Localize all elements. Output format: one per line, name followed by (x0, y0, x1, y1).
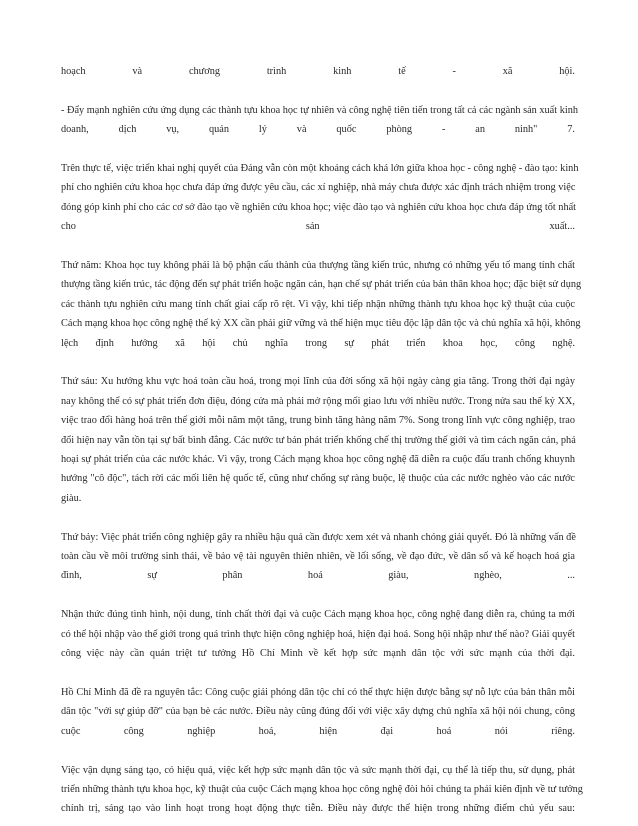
paragraph (61, 101, 578, 140)
paragraph (61, 761, 583, 819)
text-line: nay không thể có sự phát triển đơn điệu, đóng cửa mà phải mở rộng mối giao lưu với nhiều nước. Trong nửa sau thế kỷ XX, (61, 395, 575, 407)
text-line: toàn cầu về môi trường sinh thái, về bảo vệ tài nguyên thiên nhiên, về lối sống, về đạo đức, về dân số và kế hoạch hoá gia (61, 551, 575, 563)
text-line: Nhận thức đúng tình hình, nội dung, tính chất thời đại và cuộc Cách mạng khoa học, công nghệ đang diễn ra, chúng ta mới (61, 609, 575, 621)
text-line: hoạch và chương trình kinh tế - xã hội. (61, 66, 575, 77)
text-line: Thứ bảy: Việc phát triển công nghiệp gây ra nhiều hậu quả cần được xem xét và nhanh chóng giải quyết. Đó là những vấn đề (61, 531, 576, 543)
text-line: Trên thực tế, việc triển khai nghị quyết của Đảng vẫn còn một khoảng cách khá lớn giữa khoa học - công nghệ - đào tạo: kinh (61, 163, 579, 174)
text-line: có thể hội nhập vào thế giới trong quá trình thực hiện công nghiệp hoá, hiện đại hoá. Song hội nhập như thế nào? Giải quyết (61, 628, 575, 640)
text-line: cho sản xuất... (61, 221, 575, 233)
text-line: các thành tựu nghiên cứu mang tính chất giai cấp rõ rệt. Vì vậy, khi tiếp nhận những thành tựu khoa học kỹ thuật của cuộc (61, 298, 575, 310)
text-line: thượng tầng kiến trúc, tác động đến sự phát triển hoặc ngăn cản, hạn chế sự phát triển của bản thân khoa học; đặc biệt sử dụng (61, 279, 582, 291)
text-line: đóng góp kinh phí cho các cơ sở đào tạo về nghiên cứu khoa học; việc đào tạo và nghiên cứu khoa học chưa đáp ứng tốt nhất (61, 201, 577, 213)
paragraph (61, 372, 575, 508)
text-line: Thứ sáu: Xu hướng khu vực hoá toàn cầu hoá, trong mọi lĩnh của đời sống xã hội ngày càng gia tăng. Trong thời đại ngày (61, 376, 575, 388)
paragraph (61, 159, 579, 237)
text-line: - Đẩy mạnh nghiên cứu ứng dụng các thành tựu khoa học tự nhiên và công nghệ tiên tiến trong tất cả các ngành sản xuất kinh (61, 104, 578, 116)
text-line: dân tộc "với sự giúp đỡ" của bạn bè các nước. Điều này cũng đúng đối với việc xây dựng chủ nghĩa xã hội nói chung, công (61, 706, 575, 718)
text-line: hướng "cô độc", tách rời các mối liên hệ quốc tế, cũng như chống sự ràng buộc, lệ thuộc của các nước nghèo vào các nước (61, 473, 575, 485)
text-line: phí cho nghiên cứu khoa học chưa đáp ứng được yêu cầu, các xí nghiệp, nhà máy chưa được xác định trách nhiệm trong việc (61, 182, 576, 194)
text-line: việc trao đổi hàng hoá trên thế giới mỗi năm một tăng, trung bình tăng hàng năm 7%. Song trong lĩnh vực công nghiệp, trao (61, 415, 575, 427)
text-line: Cách mạng khoa học công nghệ thế kỷ XX cần phải giữ vững và thể hiện mục tiêu độc lập dân tộc và chủ nghĩa xã hội, không (61, 318, 581, 330)
text-line: đình, sự phân hoá giàu, nghèo, ... (61, 570, 575, 582)
text-line: Thứ năm: Khoa học tuy không phải là bộ phận cấu thành của thượng tầng kiến trúc, nhưng có những yếu tố mang tính chất (61, 260, 575, 272)
text-line: hoại sự phát triển của các nước khác. Vì vậy, trong Cách mạng khoa học công nghệ đã diễn ra cuộc đấu tranh chống khuynh (61, 454, 575, 466)
text-line: doanh, dịch vụ, quản lý và quốc phòng - an ninh" 7. (61, 124, 575, 136)
text-line: triển những thành tựu khoa học, kỹ thuật của cuộc Cách mạng khoa học công nghệ đòi hỏi chúng ta phải kiên định về tư tưởng (61, 783, 583, 795)
paragraph (61, 62, 575, 81)
text-line: chính trị, sáng tạo vào linh hoạt trong hoạt động thực tiễn. Điều này được thể hiện trong những điểm chủ yếu sau: (61, 803, 575, 815)
text-line: lệch định hướng xã hội chủ nghĩa trong sự phát triển khoa học, công nghệ. (61, 337, 575, 349)
text-line: Hồ Chí Minh đã đề ra nguyên tắc: Công cuộc giải phóng dân tộc chỉ có thể thực hiện được bằng sự nỗ lực của bản thân mỗi (61, 686, 575, 698)
text-line: cuộc công nghiệp hoá, hiện đại hoá nói riêng. (61, 725, 575, 737)
paragraph (61, 256, 582, 353)
paragraph (61, 528, 575, 586)
paragraph (61, 683, 575, 741)
text-line: Việc vận dụng sáng tạo, có hiệu quả, việc kết hợp sức mạnh dân tộc và sức mạnh thời đại, cụ thể là tiếp thu, sử dụng, phát (61, 764, 575, 776)
text-line: công việc này cần quán triệt tư tưởng Hồ Chí Minh về kết hợp sức mạnh dân tộc với sức mạnh của thời đại. (61, 648, 575, 660)
text-line: giàu. (61, 492, 82, 504)
text-line: đổi hiện nay vẫn tồn tại sự bất bình đẳng. Các nước tư bản phát triển khống chế thị trường thế giới và tìm cách ngăn cản, phá (61, 434, 576, 446)
paragraph (61, 605, 575, 663)
